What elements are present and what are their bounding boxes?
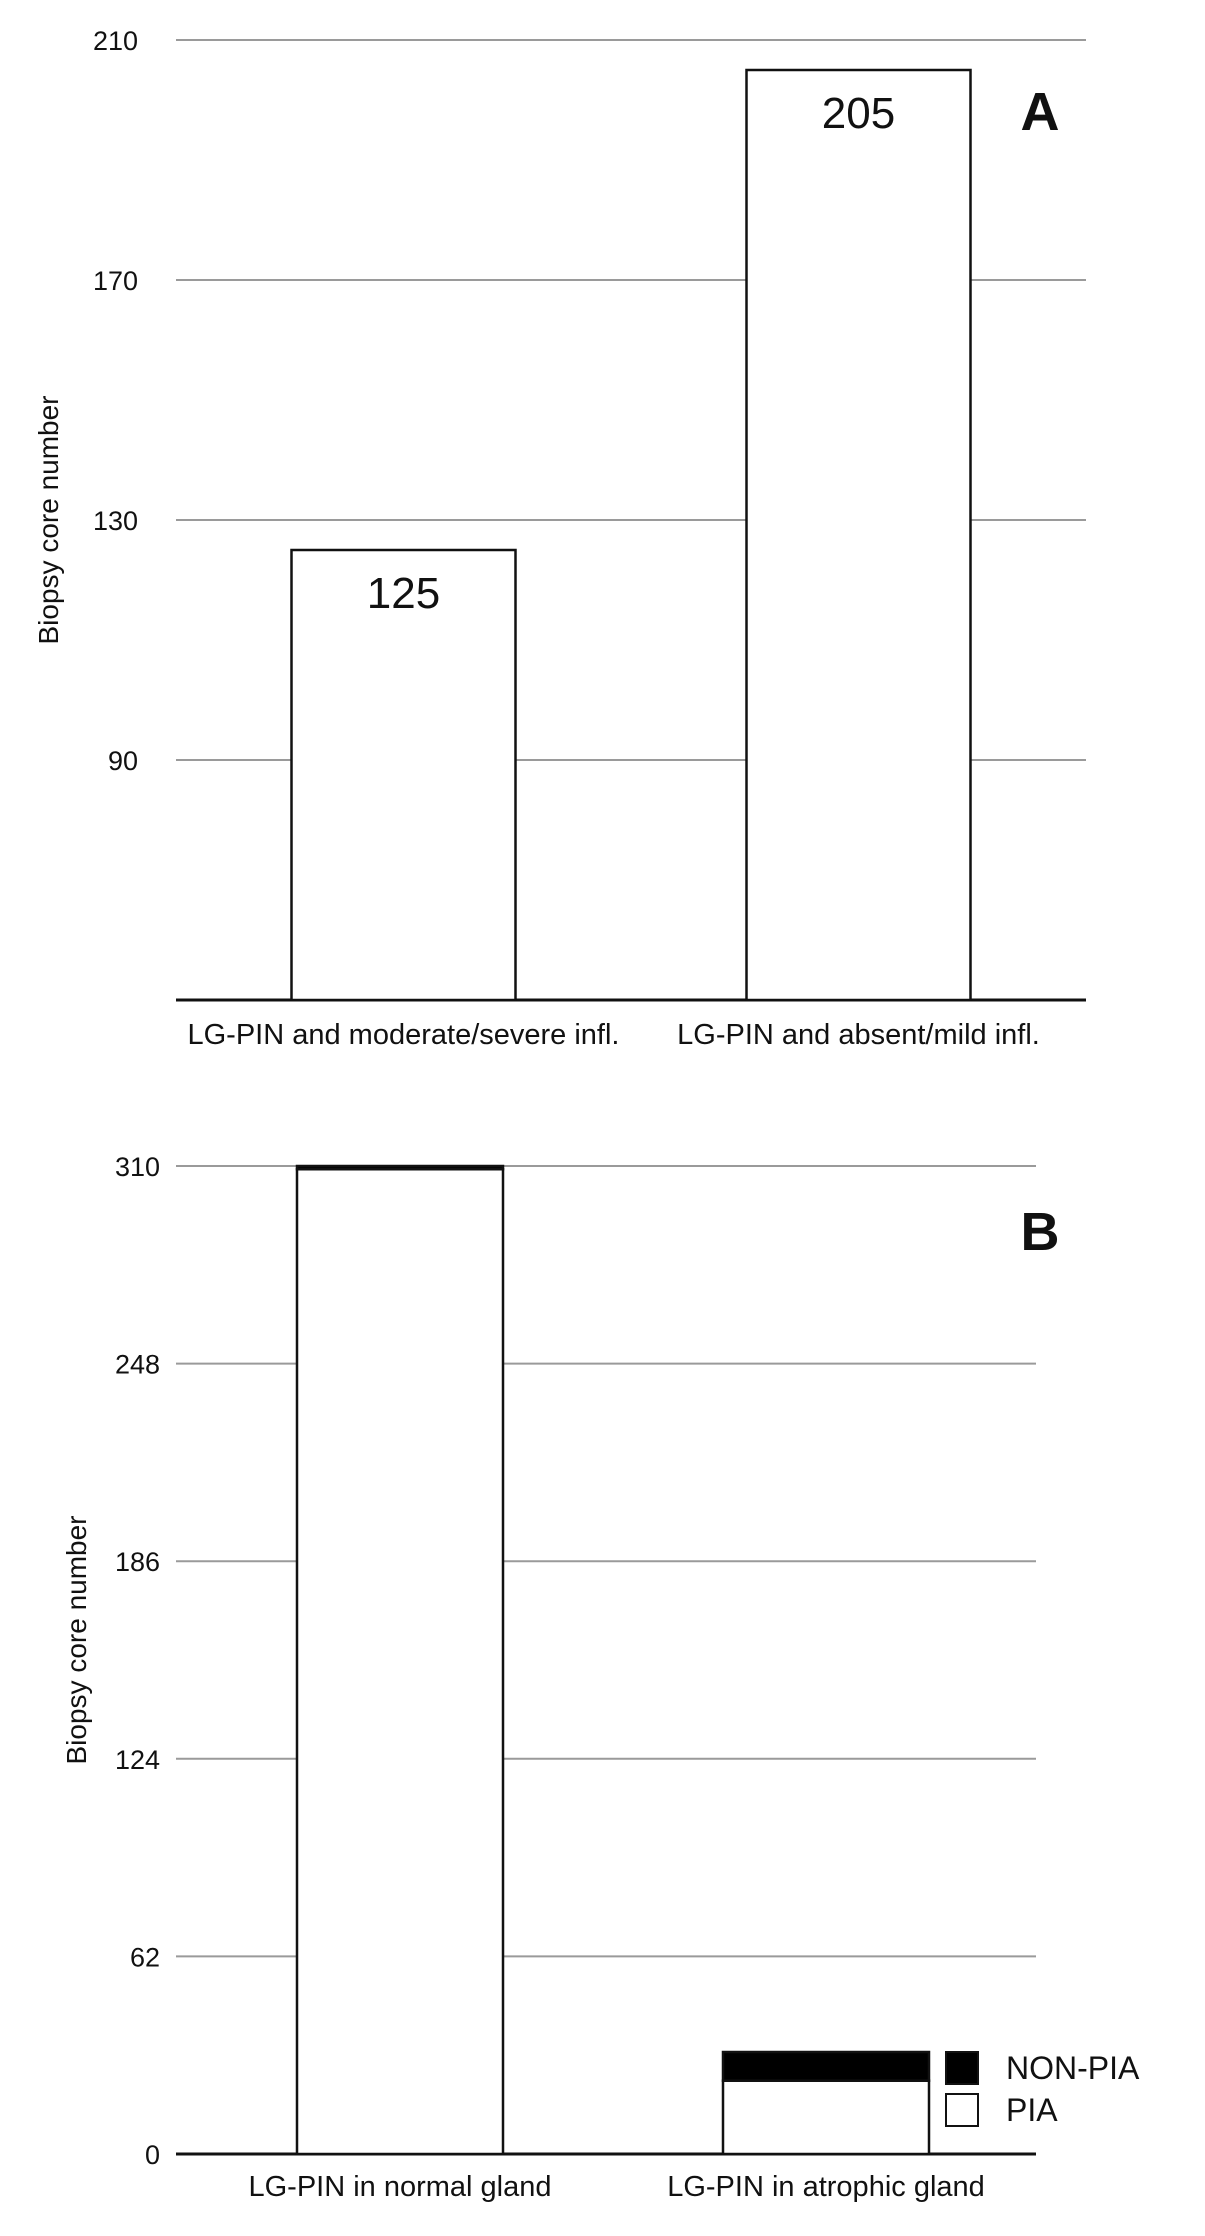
data-label: 125 bbox=[366, 569, 441, 618]
data-label: 205 bbox=[821, 89, 896, 138]
legend-swatch bbox=[946, 2094, 978, 2126]
y-tick-label: 62 bbox=[129, 1942, 160, 1973]
y-tick-label: 124 bbox=[114, 1744, 160, 1775]
x-category-label: LG-PIN and moderate/severe infl. bbox=[187, 1019, 620, 1051]
panel-label-a: A bbox=[1020, 82, 1060, 142]
y-tick-label: 0 bbox=[144, 2140, 160, 2170]
y-axis-label-b: Biopsy core number bbox=[61, 1515, 92, 1765]
bar-segment bbox=[297, 1169, 503, 2154]
bar-segment bbox=[297, 1166, 503, 1169]
chart-panel-b bbox=[61, 1152, 1140, 2203]
bar-segment bbox=[723, 2052, 929, 2081]
legend-label: PIA bbox=[1006, 2092, 1058, 2128]
panel-label-b: B bbox=[1020, 1202, 1060, 1262]
legend-label: NON-PIA bbox=[1006, 2050, 1140, 2086]
legend-swatch bbox=[946, 2052, 978, 2084]
x-category-label: LG-PIN and absent/mild infl. bbox=[677, 1019, 1040, 1051]
y-tick-label: 248 bbox=[114, 1349, 160, 1380]
legend bbox=[946, 2050, 1140, 2128]
y-axis-label-a: Biopsy core number bbox=[33, 395, 64, 645]
y-tick-label: 310 bbox=[114, 1152, 160, 1182]
y-tick-label: 170 bbox=[92, 266, 138, 296]
y-tick-label: 210 bbox=[92, 26, 138, 56]
chart-panel-a bbox=[33, 26, 1086, 1051]
bar bbox=[747, 70, 971, 1000]
y-tick-label: 130 bbox=[92, 506, 138, 536]
bar-segment bbox=[723, 2081, 929, 2154]
x-category-label: LG-PIN in normal gland bbox=[248, 2171, 552, 2203]
y-tick-label: 90 bbox=[107, 746, 138, 776]
x-category-label: LG-PIN in atrophic gland bbox=[667, 2171, 985, 2203]
y-tick-label: 186 bbox=[114, 1547, 160, 1578]
